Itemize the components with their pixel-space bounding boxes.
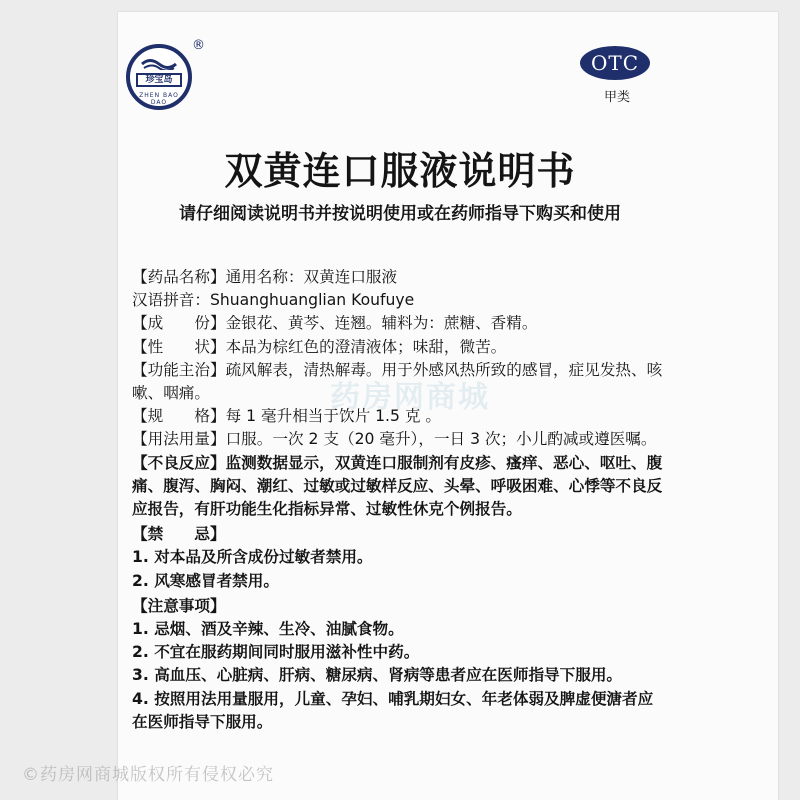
otc-badge: OTC bbox=[580, 46, 650, 80]
composition-text: 金银花、黄芩、连翘。辅料为：蔗糖、香精。 bbox=[225, 314, 538, 333]
dosage-text: 口服。一次 2 支（20 毫升），一日 3 次；小儿酌减或遵医嘱。 bbox=[225, 430, 657, 449]
logo-pinyin: ZHEN BAO DAO bbox=[139, 92, 179, 106]
character-text: 本品为棕红色的澄清液体；味甜，微苦。 bbox=[225, 337, 507, 356]
spec-row bbox=[132, 405, 668, 428]
spec-label: 【规 格】 bbox=[132, 407, 226, 426]
adverse-row bbox=[132, 452, 668, 522]
dosage-label: 【用法用量】 bbox=[132, 430, 226, 449]
contraindication-item: 1. 对本品及所含成份过敏者禁用。 bbox=[132, 548, 373, 567]
wave-icon bbox=[140, 56, 178, 70]
page-title: 双黄连口服液说明书 bbox=[224, 149, 576, 193]
instruction-body bbox=[132, 266, 668, 734]
composition-row bbox=[132, 312, 668, 335]
character-label: 【性 状】 bbox=[132, 337, 226, 356]
composition-label: 【成 份】 bbox=[132, 314, 226, 333]
character-row bbox=[132, 336, 668, 359]
precautions-label: 【注意事项】 bbox=[132, 596, 226, 615]
contraindication-item: 2. 风寒感冒者禁用。 bbox=[132, 571, 279, 590]
background-watermark: 药房网商城 bbox=[330, 380, 490, 415]
brand-logo bbox=[126, 44, 192, 110]
logo-brand-text: 珍宝岛 bbox=[136, 73, 182, 87]
drug-name-pinyin: 汉语拼音：Shuanghuanglian Koufuye bbox=[132, 291, 415, 310]
precaution-item: 4. 按照用法用量服用，儿童、孕妇、哺乳期妇女、年老体弱及脾虚便溏者应在医师指导下服用。 bbox=[132, 689, 654, 731]
precaution-item: 1. 忌烟、酒及辛辣、生冷、油腻食物。 bbox=[132, 620, 404, 639]
dosage-row bbox=[132, 428, 668, 451]
adverse-text: 监测数据显示，双黄连口服制剂有皮疹、瘙痒、恶心、呕吐、腹痛、腹泻、胸闷、潮红、过敏或过敏样反应、头晕、呼吸困难、心悸等不良反应报告，有肝功能生化指标异常、过敏性休克个例报告。 bbox=[132, 453, 663, 519]
otc-class: 甲类 bbox=[604, 90, 631, 105]
contraindication-label: 【禁 忌】 bbox=[132, 525, 226, 544]
drug-name-row bbox=[132, 266, 668, 289]
registered-mark: ® bbox=[192, 38, 205, 53]
indication-label: 【功能主治】 bbox=[132, 360, 226, 379]
spec-text: 每 1 毫升相当于饮片 1.5 克 。 bbox=[225, 407, 442, 426]
adverse-label: 【不良反应】 bbox=[132, 453, 226, 472]
indication-row bbox=[132, 359, 668, 405]
drug-name-generic: 通用名称：双黄连口服液 bbox=[225, 268, 398, 286]
precaution-item: 2. 不宜在服药期间同时服用滋补性中药。 bbox=[132, 643, 420, 662]
page-subtitle: 请仔细阅读说明书并按说明使用或在药师指导下购买和使用 bbox=[179, 204, 621, 224]
copyright-watermark: ©药房网商城版权所有侵权必究 bbox=[22, 765, 274, 785]
precaution-item: 3. 高血压、心脏病、肝病、糖尿病、肾病等患者应在医师指导下服用。 bbox=[132, 666, 623, 685]
drug-name-label: 【药品名称】 bbox=[132, 268, 226, 286]
indication-text: 疏风解表，清热解毒。用于外感风热所致的感冒，症见发热、咳嗽、咽痛。 bbox=[132, 360, 663, 403]
